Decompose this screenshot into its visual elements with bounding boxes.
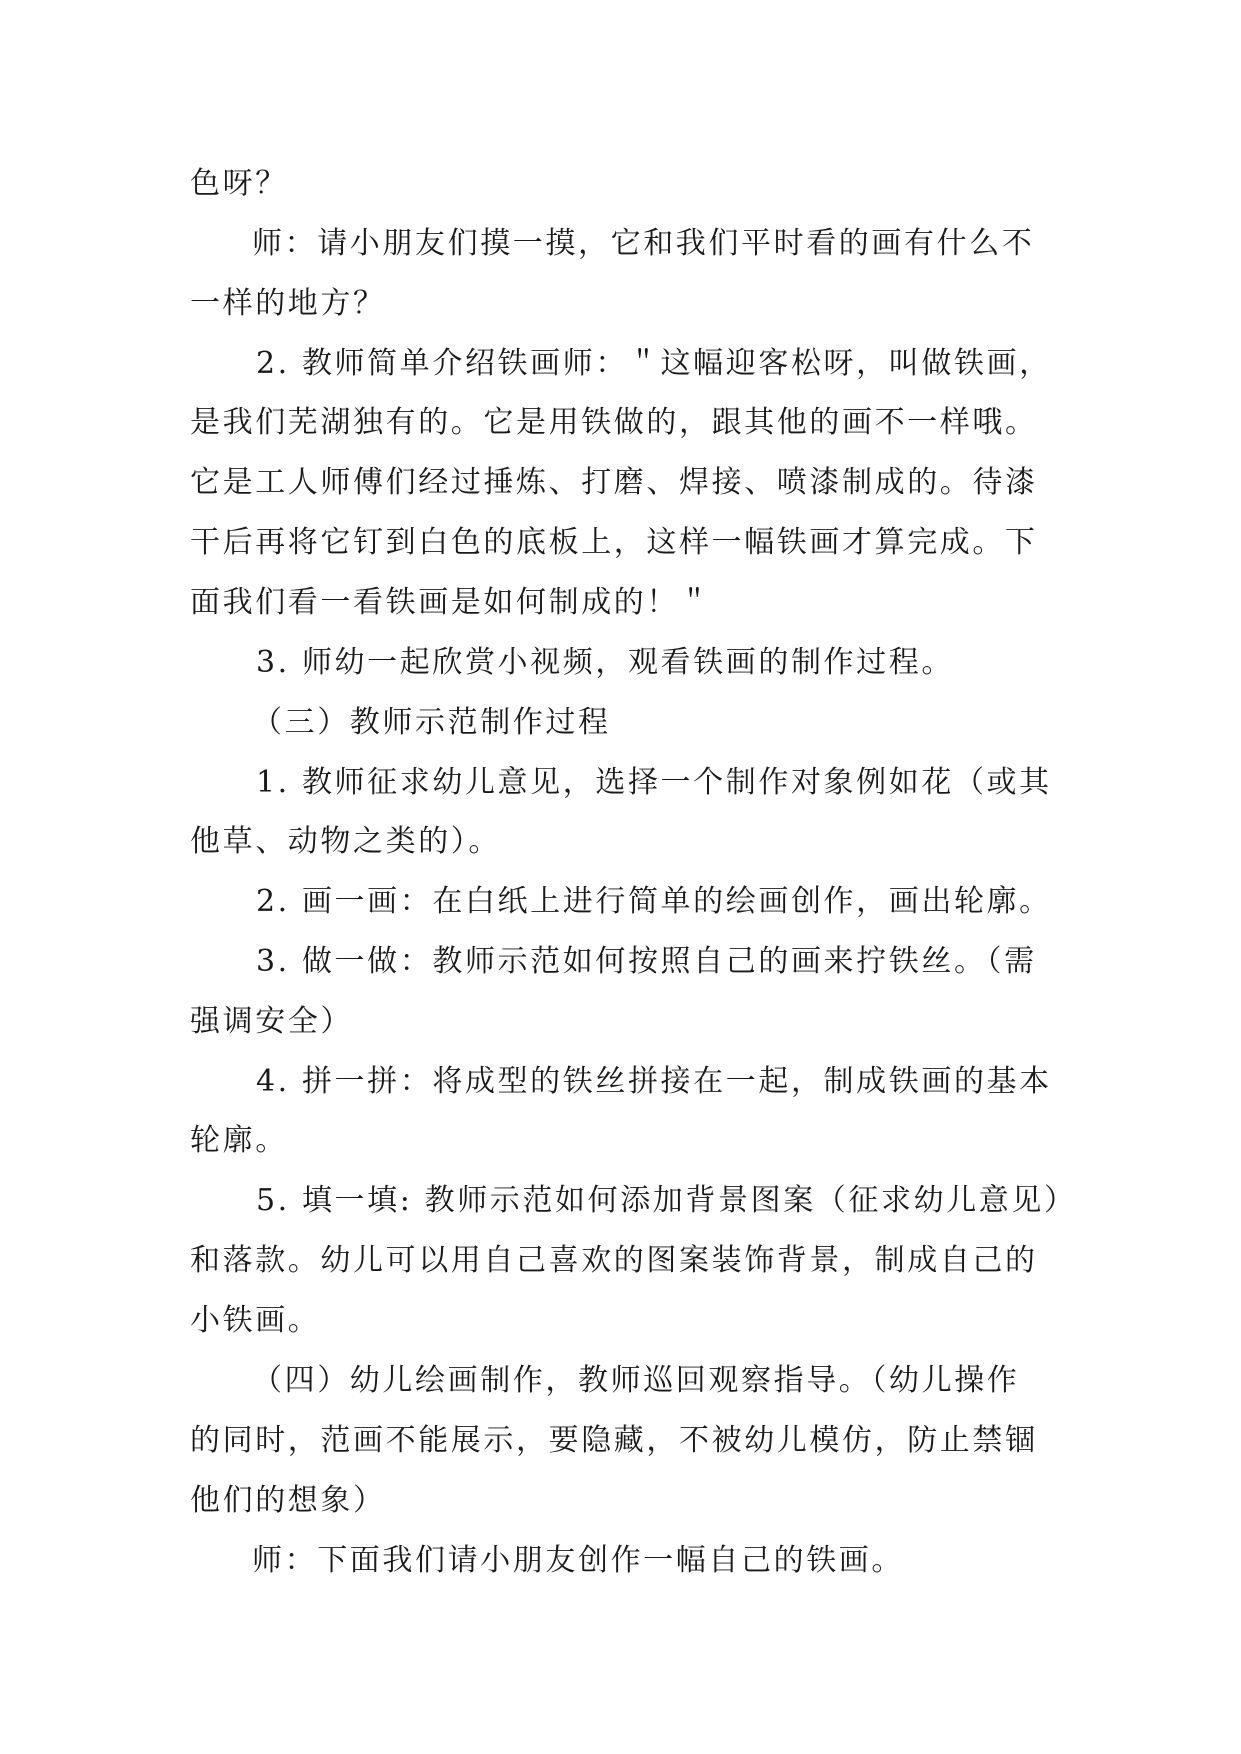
paragraph-start-line: 2. 画一画：在白纸上进行简单的绘画创作，画出轮廓。	[256, 884, 1052, 919]
paragraph-start-line: 师：下面我们请小朋友创作一幅自己的铁画。	[252, 1543, 904, 1578]
paragraph-start-line: 3. 师幼一起欣赏小视频，观看铁画的制作过程。	[256, 645, 954, 680]
text-line: 是我们芜湖独有的。它是用铁做的，跟其他的画不一样哦。	[190, 405, 1038, 440]
section-heading: （四）幼儿绘画制作，教师巡回观察指导。（幼儿操作	[252, 1363, 1020, 1398]
paragraph-start-line: 5. 填一填: 教师示范如何添加背景图案（征求幼儿意见）	[256, 1183, 1077, 1218]
text-line: 面我们看一看铁画是如何制成的！＂	[190, 585, 712, 620]
paragraph-start-line: 师：请小朋友们摸一摸，它和我们平时看的画有什么不	[252, 226, 1035, 261]
text-line: 色呀？	[190, 166, 288, 201]
text-line: 的同时，范画不能展示，要隐藏，不被幼儿模仿，防止禁锢	[190, 1423, 1038, 1458]
text-line: 和落款。幼儿可以用自己喜欢的图案装饰背景，制成自己的	[190, 1243, 1038, 1278]
paragraph-start-line: 4. 拼一拼：将成型的铁丝拼接在一起，制成铁画的基本	[256, 1064, 1052, 1099]
text-line: 小铁画。	[190, 1303, 321, 1338]
text-line: 轮廓。	[190, 1123, 288, 1158]
paragraph-start-line: 2. 教师简单介绍铁画师：＂这幅迎客松呀，叫做铁画，	[256, 346, 1052, 381]
text-line: 一样的地方？	[190, 286, 386, 321]
text-line: 干后再将它钉到白色的底板上，这样一幅铁画才算完成。下	[190, 525, 1038, 560]
text-line: 它是工人师傅们经过捶炼、打磨、焊接、喷漆制成的。待漆	[190, 465, 1038, 500]
paragraph-start-line: 1. 教师征求幼儿意见，选择一个制作对象例如花（或其	[256, 765, 1052, 800]
text-line: 他们的想象）	[190, 1483, 386, 1518]
text-line: 强调安全）	[190, 1004, 353, 1039]
paragraph-start-line: 3. 做一做：教师示范如何按照自己的画来拧铁丝。（需	[256, 944, 1037, 979]
section-heading: （三）教师示范制作过程	[252, 705, 611, 740]
text-line: 他草、动物之类的）。	[190, 824, 501, 859]
